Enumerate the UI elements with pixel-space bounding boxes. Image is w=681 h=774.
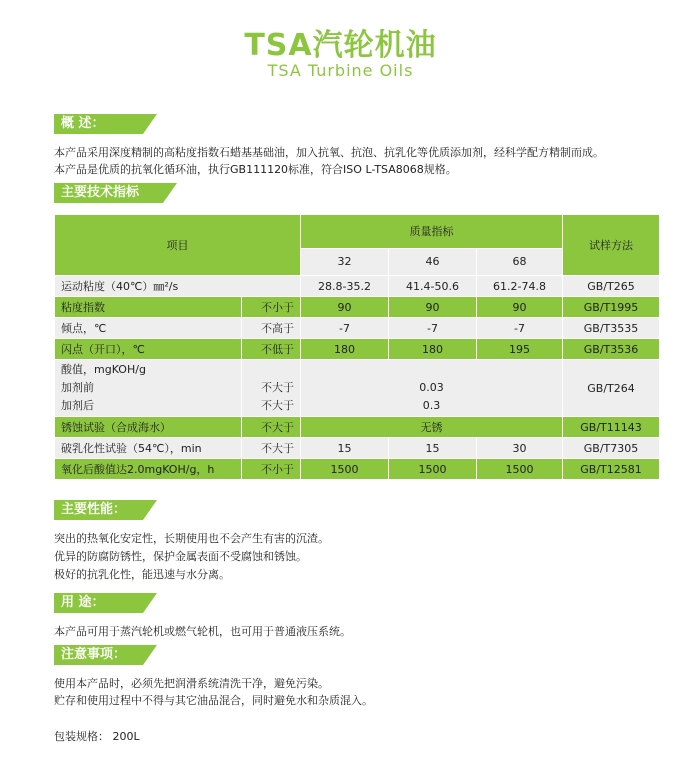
acid-method: GB/T264 <box>563 360 660 417</box>
row-method: GB/T265 <box>563 276 660 297</box>
row-value: 15 <box>389 438 477 459</box>
grade-32: 32 <box>301 248 389 275</box>
acid-labels <box>55 360 242 417</box>
acid-cond-before: 不大于 <box>261 381 294 394</box>
acid-cond-after: 不大于 <box>261 399 294 412</box>
row-value: 30 <box>477 438 563 459</box>
row-value: 90 <box>477 297 563 318</box>
table-row <box>55 297 660 318</box>
acid-after-label: 加剂后 <box>61 399 94 412</box>
row-value: 41.4-50.6 <box>389 276 477 297</box>
row-value: 61.2-74.8 <box>477 276 563 297</box>
row-cond: 不大于 <box>242 438 301 459</box>
acid-conds <box>242 360 301 417</box>
row-cond: 不小于 <box>242 459 301 480</box>
row-name: 倾点，℃ <box>55 318 242 339</box>
row-value: 90 <box>301 297 389 318</box>
row-name: 运动粘度（40℃）㎜²/s <box>55 276 301 297</box>
section-notes-heading: 注意事项： <box>54 645 143 665</box>
row-method: GB/T3536 <box>563 339 660 360</box>
row-method: GB/T1995 <box>563 297 660 318</box>
performance-line-2: 优异的防腐防锈性，保护金属表面不受腐蚀和锈蚀。 <box>54 550 307 563</box>
row-name: 锈蚀试验（合成海水） <box>55 417 242 438</box>
acid-values <box>301 360 563 417</box>
row-value: -7 <box>301 318 389 339</box>
header-method: 试样方法 <box>563 215 660 276</box>
table-header-row <box>55 215 660 249</box>
row-value: 无锈 <box>301 417 563 438</box>
row-cond: 不低于 <box>242 339 301 360</box>
row-value: 1500 <box>301 459 389 480</box>
package-spec: 包装规格： 200L <box>54 730 140 743</box>
grade-46: 46 <box>389 248 477 275</box>
row-name: 破乳化性试验（54℃），min <box>55 438 242 459</box>
acid-before-label: 加剂前 <box>61 381 94 394</box>
section-overview-heading: 概 述： <box>54 114 143 134</box>
spec-table <box>54 214 660 480</box>
header-quality: 质量指标 <box>301 215 563 249</box>
table-row-oxidation <box>55 459 660 480</box>
grade-68: 68 <box>477 248 563 275</box>
table-row <box>55 339 660 360</box>
overview-line-2: 本产品是优质的抗氧化循环油，执行GB111120标准，符合ISO L-TSA8068规格。 <box>54 163 457 176</box>
row-cond: 不高于 <box>242 318 301 339</box>
row-value: 195 <box>477 339 563 360</box>
table-row-rust <box>55 417 660 438</box>
row-name: 闪点（开口），℃ <box>55 339 242 360</box>
table-row-acid <box>55 360 660 417</box>
acid-name: 酸值，mgKOH/g <box>61 363 146 376</box>
row-cond: 不大于 <box>242 417 301 438</box>
header-item: 项目 <box>55 215 301 276</box>
table-row <box>55 276 660 297</box>
title-en: TSA Turbine Oils <box>267 61 414 80</box>
row-value: 15 <box>301 438 389 459</box>
section-performance-heading: 主要性能： <box>54 500 143 520</box>
notes-line-1: 使用本产品时，必须先把润滑系统清洗干净，避免污染。 <box>54 677 329 690</box>
row-name: 氧化后酸值达2.0mgKOH/g，h <box>55 459 242 480</box>
row-value: 90 <box>389 297 477 318</box>
row-name: 粘度指数 <box>55 297 242 318</box>
row-value: 1500 <box>477 459 563 480</box>
performance-line-3: 极好的抗乳化性，能迅速与水分离。 <box>54 568 230 581</box>
notes-line-2: 贮存和使用过程中不得与其它油品混合，同时避免水和杂质混入。 <box>54 694 373 707</box>
performance-line-1: 突出的热氧化安定性，长期使用也不会产生有害的沉渣。 <box>54 532 329 545</box>
row-method: GB/T12581 <box>563 459 660 480</box>
acid-value-before: 0.03 <box>419 381 444 394</box>
row-cond: 不小于 <box>242 297 301 318</box>
table-row-emulsion <box>55 438 660 459</box>
section-usage-heading: 用 途： <box>54 593 143 613</box>
row-method: GB/T7305 <box>563 438 660 459</box>
section-specs-heading: 主要技术指标 <box>54 183 163 203</box>
table-row <box>55 318 660 339</box>
title-cn: TSA汽轮机油 <box>244 28 437 63</box>
row-value: -7 <box>477 318 563 339</box>
acid-value-after: 0.3 <box>422 399 441 412</box>
row-method: GB/T11143 <box>563 417 660 438</box>
row-method: GB/T3535 <box>563 318 660 339</box>
row-value: -7 <box>389 318 477 339</box>
row-value: 180 <box>301 339 389 360</box>
usage-line-1: 本产品可用于蒸汽轮机或燃气轮机，也可用于普通液压系统。 <box>54 625 351 638</box>
row-value: 180 <box>389 339 477 360</box>
row-value: 28.8-35.2 <box>301 276 389 297</box>
overview-line-1: 本产品采用深度精制的高粘度指数石蜡基基础油，加入抗氧、抗泡、抗乳化等优质添加剂，经科学配方精制而成。 <box>54 146 604 159</box>
row-value: 1500 <box>389 459 477 480</box>
